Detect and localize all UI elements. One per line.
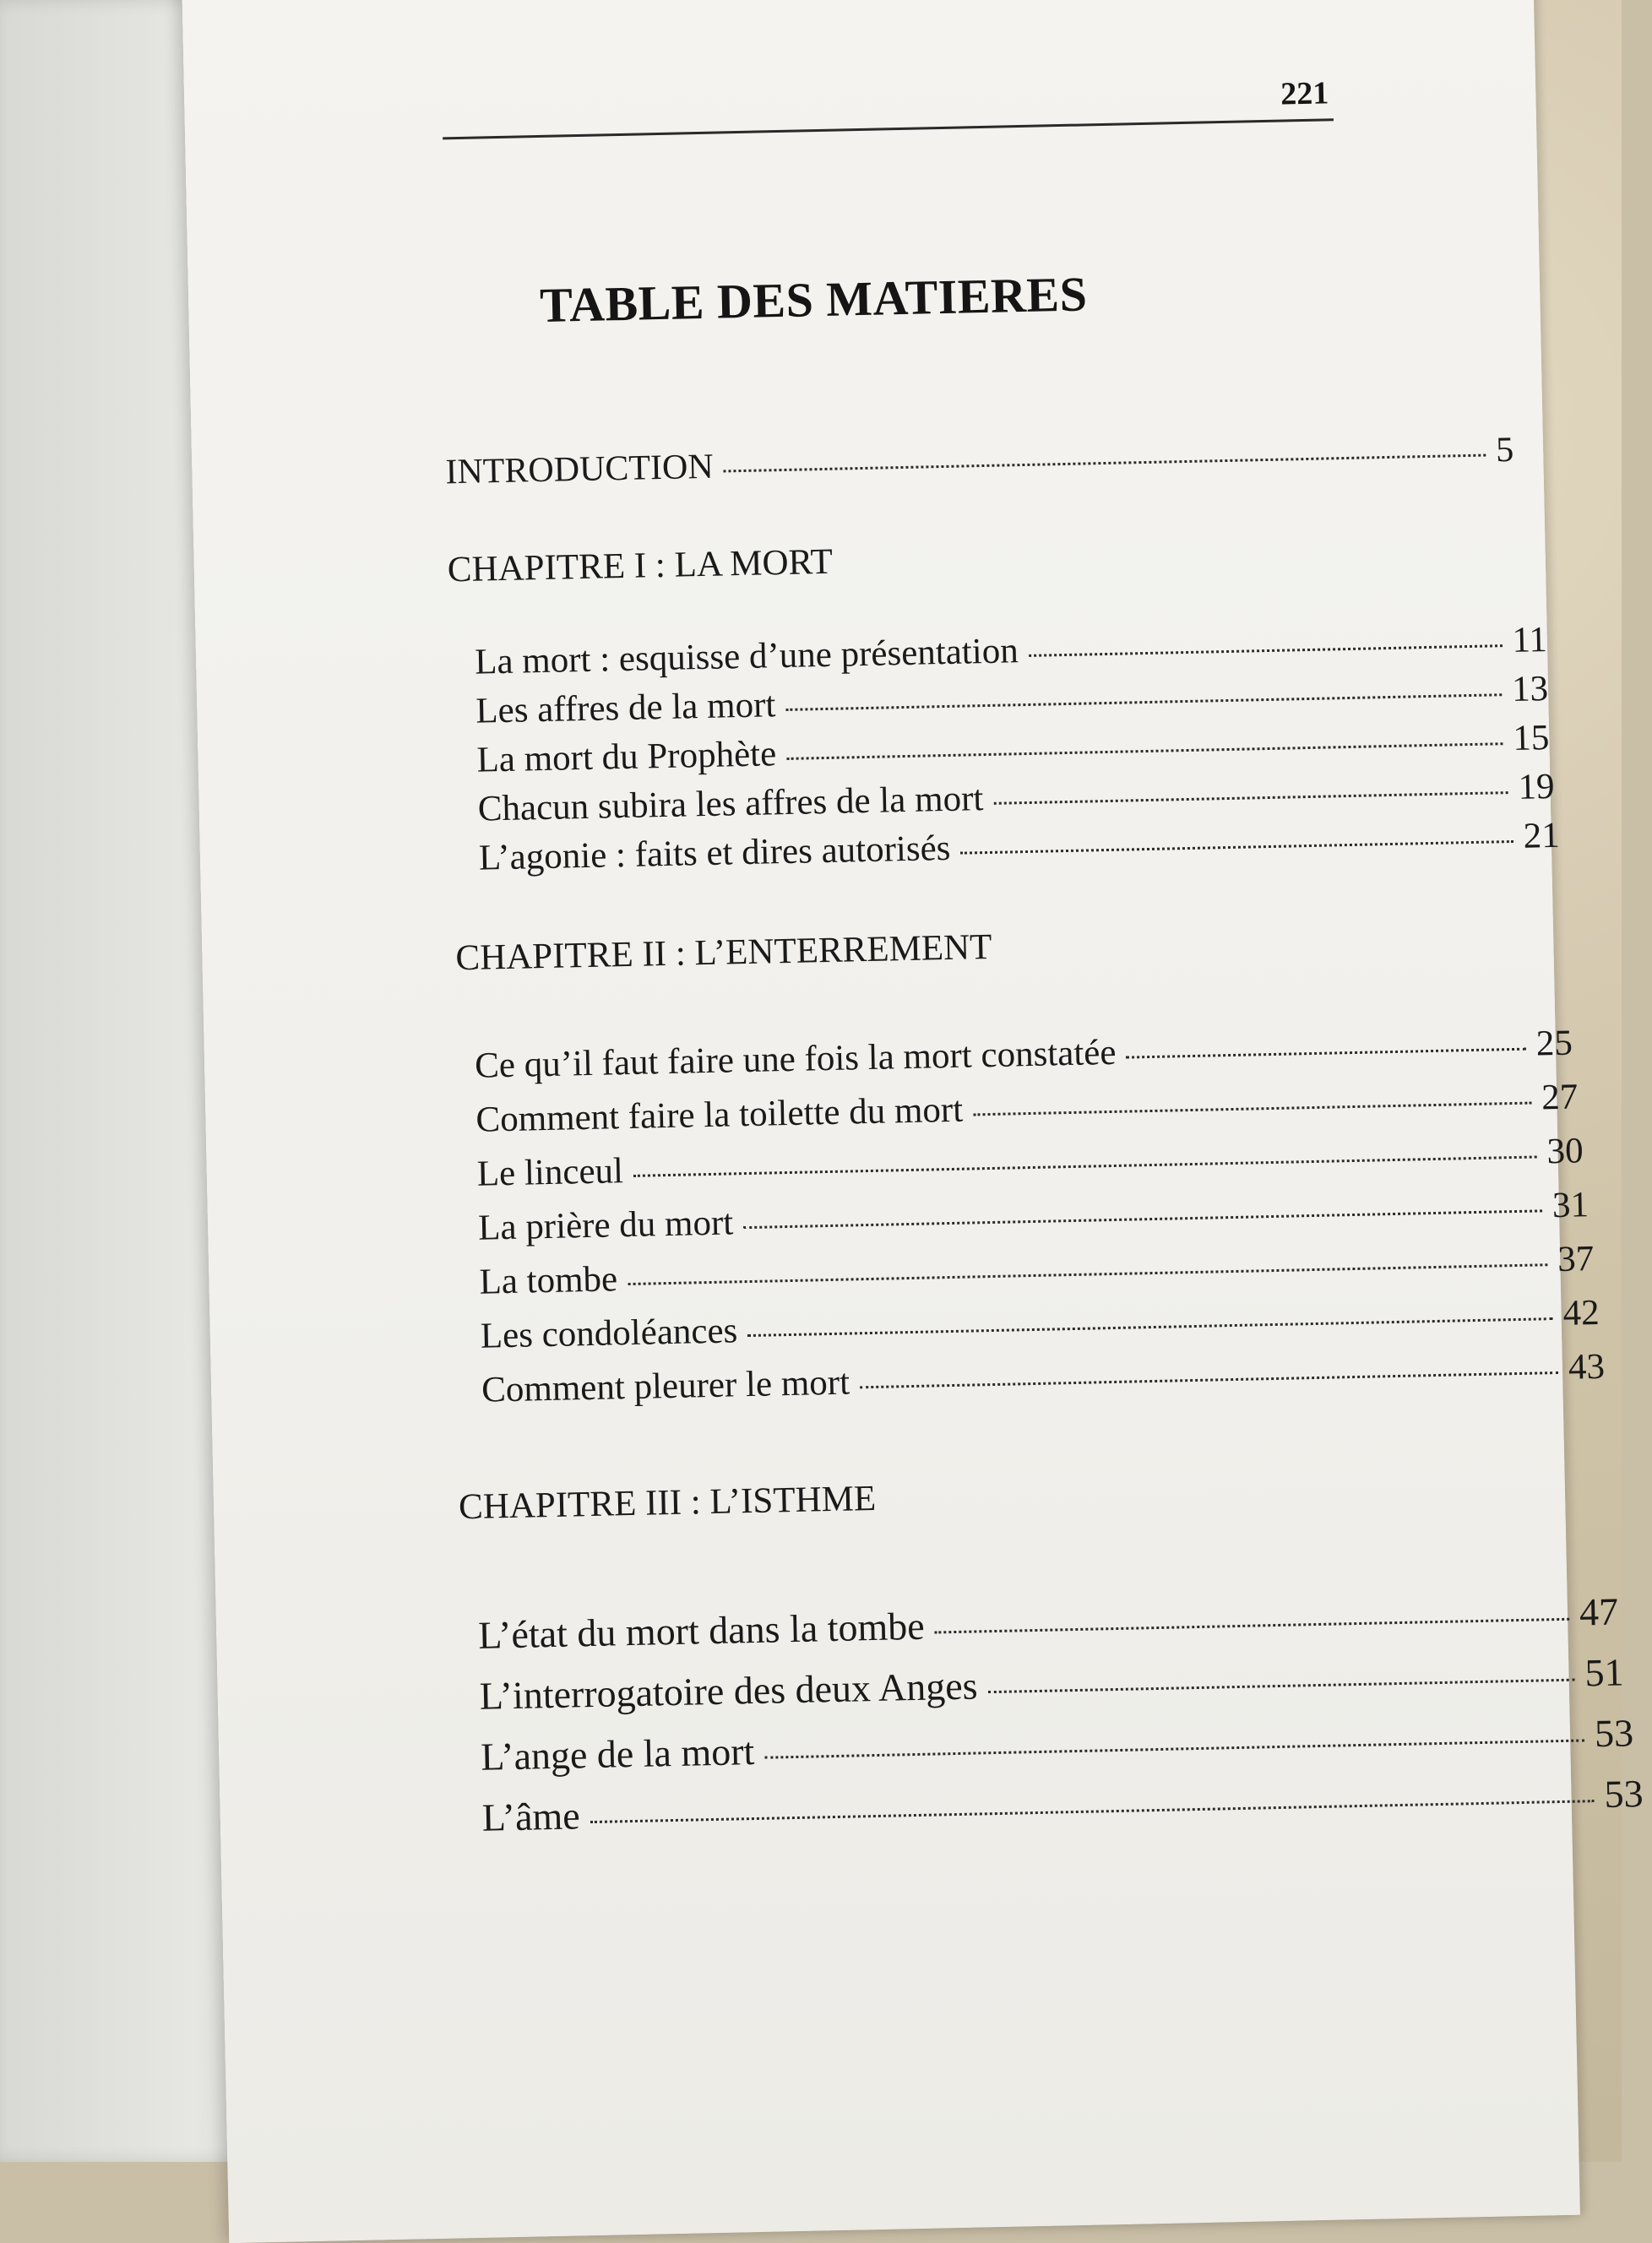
entry-label: L’interrogatoire des deux Anges [479, 1664, 978, 1718]
toc-entry-introduction[interactable] [445, 430, 1514, 492]
leader-dots [785, 693, 1502, 711]
entry-label: Comment faire la toilette du mort [475, 1089, 964, 1140]
leader-dots [764, 1739, 1584, 1758]
entry-label: Ce qu’il faut faire une fois la mort constatée [474, 1032, 1117, 1086]
toc-entry[interactable] [475, 1023, 1573, 1087]
entry-label: La prière du mort [477, 1203, 734, 1248]
leader-dots [960, 840, 1513, 855]
entry-page: 19 [1518, 766, 1556, 807]
entry-page: 25 [1535, 1023, 1573, 1064]
entry-label: La mort : esquisse d’une présentation [474, 631, 1019, 682]
entry-label: INTRODUCTION [444, 447, 715, 492]
toc-entry[interactable] [481, 1771, 1644, 1840]
leader-dots [973, 1102, 1531, 1116]
entry-page: 43 [1568, 1346, 1606, 1388]
entry-label: La mort du Prophète [476, 734, 777, 780]
toc-entry[interactable] [478, 1589, 1619, 1658]
leader-dots [747, 1317, 1552, 1337]
entry-page: 47 [1579, 1589, 1619, 1634]
leader-dots [988, 1679, 1575, 1694]
leader-dots [786, 742, 1503, 760]
entry-label: La tombe [479, 1259, 618, 1302]
entry-label: L’état du mort dans la tombe [477, 1604, 926, 1657]
leader-dots [628, 1263, 1547, 1285]
entry-page: 53 [1603, 1771, 1644, 1816]
entry-label: Comment pleurer le mort [481, 1362, 850, 1410]
toc-entry[interactable] [478, 1184, 1590, 1249]
toc-entry[interactable] [476, 1130, 1584, 1194]
entry-label: L’ange de la mort [480, 1730, 755, 1779]
toc-title: TABLE DES MATIERES [539, 266, 1088, 333]
entry-label: Le linceul [476, 1151, 624, 1194]
entry-page: 51 [1584, 1650, 1625, 1695]
leader-dots [743, 1209, 1542, 1229]
entry-label: Les condoléances [480, 1311, 738, 1356]
toc-entry[interactable] [475, 1076, 1579, 1140]
toc-entry[interactable] [479, 1238, 1595, 1303]
entry-label: L’agonie : faits et dires autorisés [478, 828, 951, 878]
entry-page: 31 [1551, 1185, 1590, 1226]
toc-entry[interactable] [481, 1710, 1634, 1779]
toc-entry[interactable] [479, 1649, 1624, 1718]
leader-dots [1126, 1048, 1526, 1059]
toc-entry[interactable] [480, 1292, 1600, 1357]
entry-page: 13 [1511, 669, 1549, 709]
entry-page: 5 [1495, 430, 1514, 470]
book-page [182, 0, 1644, 2243]
chapter-heading[interactable]: CHAPITRE II : L’ENTERREMENT [455, 926, 992, 979]
entry-page: 15 [1512, 718, 1550, 758]
chapter-heading[interactable]: CHAPITRE III : L’ISTHME [458, 1478, 877, 1528]
entry-label: Chacun subira les affres de la mort [477, 779, 984, 829]
entry-label: Les affres de la mort [475, 685, 776, 731]
entry-page: 42 [1562, 1292, 1600, 1333]
header-rule [443, 118, 1334, 139]
leader-dots [1029, 644, 1503, 657]
entry-label: L’âme [481, 1794, 581, 1839]
entry-page: 30 [1546, 1131, 1584, 1172]
leader-dots [993, 791, 1508, 805]
leader-dots [590, 1800, 1595, 1823]
page-number: 221 [1280, 75, 1329, 112]
leader-dots [724, 454, 1486, 473]
entry-page: 21 [1523, 815, 1561, 856]
entry-page: 37 [1557, 1239, 1595, 1279]
entry-page: 11 [1511, 620, 1548, 660]
leader-dots [633, 1155, 1537, 1176]
entry-page: 27 [1541, 1077, 1579, 1118]
toc-entry[interactable] [481, 1346, 1606, 1411]
leader-dots [860, 1371, 1558, 1388]
leader-dots [935, 1618, 1569, 1634]
chapter-heading[interactable]: CHAPITRE I : LA MORT [447, 541, 834, 590]
entry-page: 53 [1594, 1711, 1634, 1756]
